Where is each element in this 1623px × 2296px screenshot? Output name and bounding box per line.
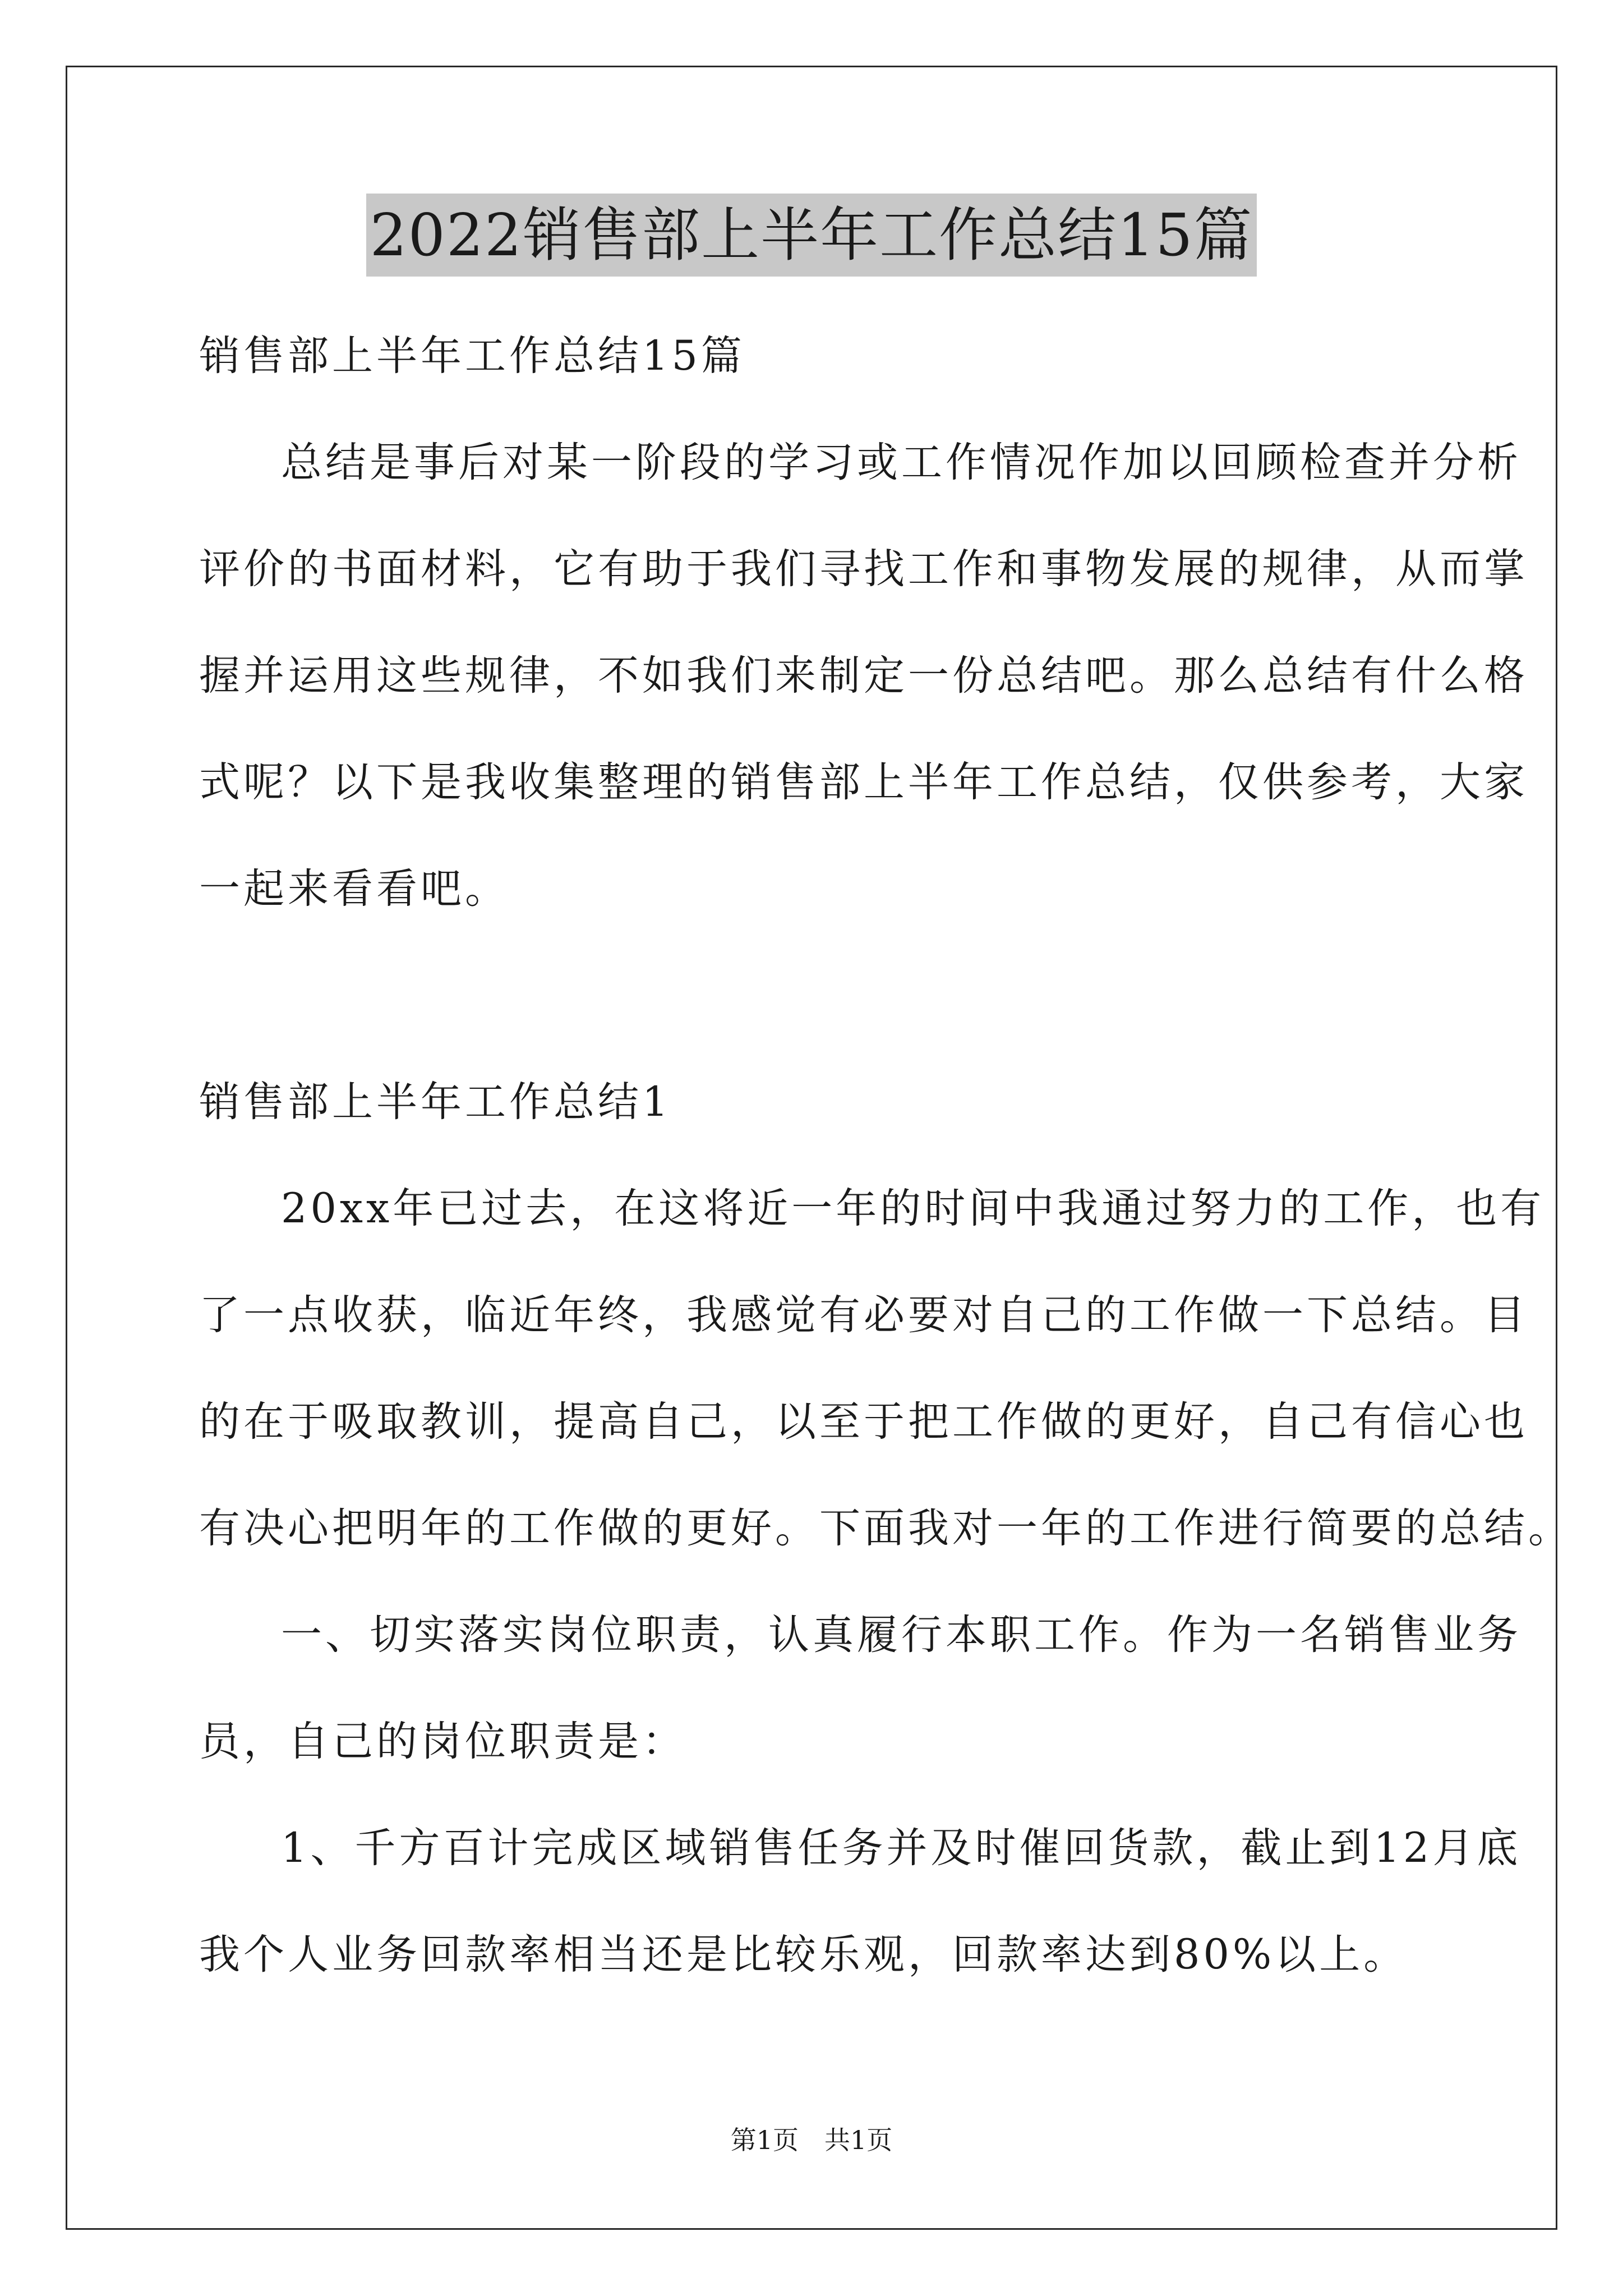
section-heading: 销售部上半年工作总结1	[199, 1078, 672, 1126]
text-line: 我个人业务回款率相当还是比较乐观，回款率达到80%以上。	[199, 1931, 1408, 1978]
text-line: 总结是事后对某一阶段的学习或工作情况作加以回顾检查并分析	[281, 439, 1521, 486]
text-line: 一起来看看吧。	[199, 865, 509, 913]
text-line: 员，自己的岗位职责是：	[199, 1718, 686, 1765]
text-line: 1、千方百计完成区域销售任务并及时催回货款，截止到12月底	[281, 1824, 1521, 1872]
section-paragraph-1	[199, 1156, 1573, 1582]
text-line: 了一点收获，临近年终，我感觉有必要对自己的工作做一下总结。目	[199, 1291, 1528, 1339]
text-line: 握并运用这些规律，不如我们来制定一份总结吧。那么总结有什么格	[199, 652, 1528, 700]
document-title: 2022销售部上半年工作总结15篇	[366, 194, 1256, 277]
subtitle: 销售部上半年工作总结15篇	[199, 332, 745, 380]
document-body	[199, 303, 1573, 2008]
text-line: 有决心把明年的工作做的更好。下面我对一年的工作进行简要的总结。	[199, 1504, 1573, 1552]
text-line: 的在于吸取教训，提高自己，以至于把工作做的更好，自己有信心也	[199, 1398, 1528, 1446]
section-paragraph-2	[199, 1582, 1521, 1795]
paragraph-spacer	[199, 942, 1433, 1049]
intro-paragraph	[199, 409, 1528, 942]
text-line: 评价的书面材料，它有助于我们寻找工作和事物发展的规律，从而掌	[199, 545, 1528, 593]
page-number: 第1页	[730, 2125, 799, 2155]
title-area	[0, 194, 1623, 277]
text-line: 式呢？以下是我收集整理的销售部上半年工作总结，仅供参考，大家	[199, 758, 1528, 806]
section-paragraph-3	[199, 1795, 1521, 2008]
page-total: 共1页	[824, 2125, 893, 2155]
page-footer	[0, 2123, 1623, 2157]
text-line: 一、切实落实岗位职责，认真履行本职工作。作为一名销售业务	[281, 1611, 1521, 1659]
text-line: 20xx年已过去，在这将近一年的时间中我通过努力的工作，也有	[281, 1185, 1545, 1232]
